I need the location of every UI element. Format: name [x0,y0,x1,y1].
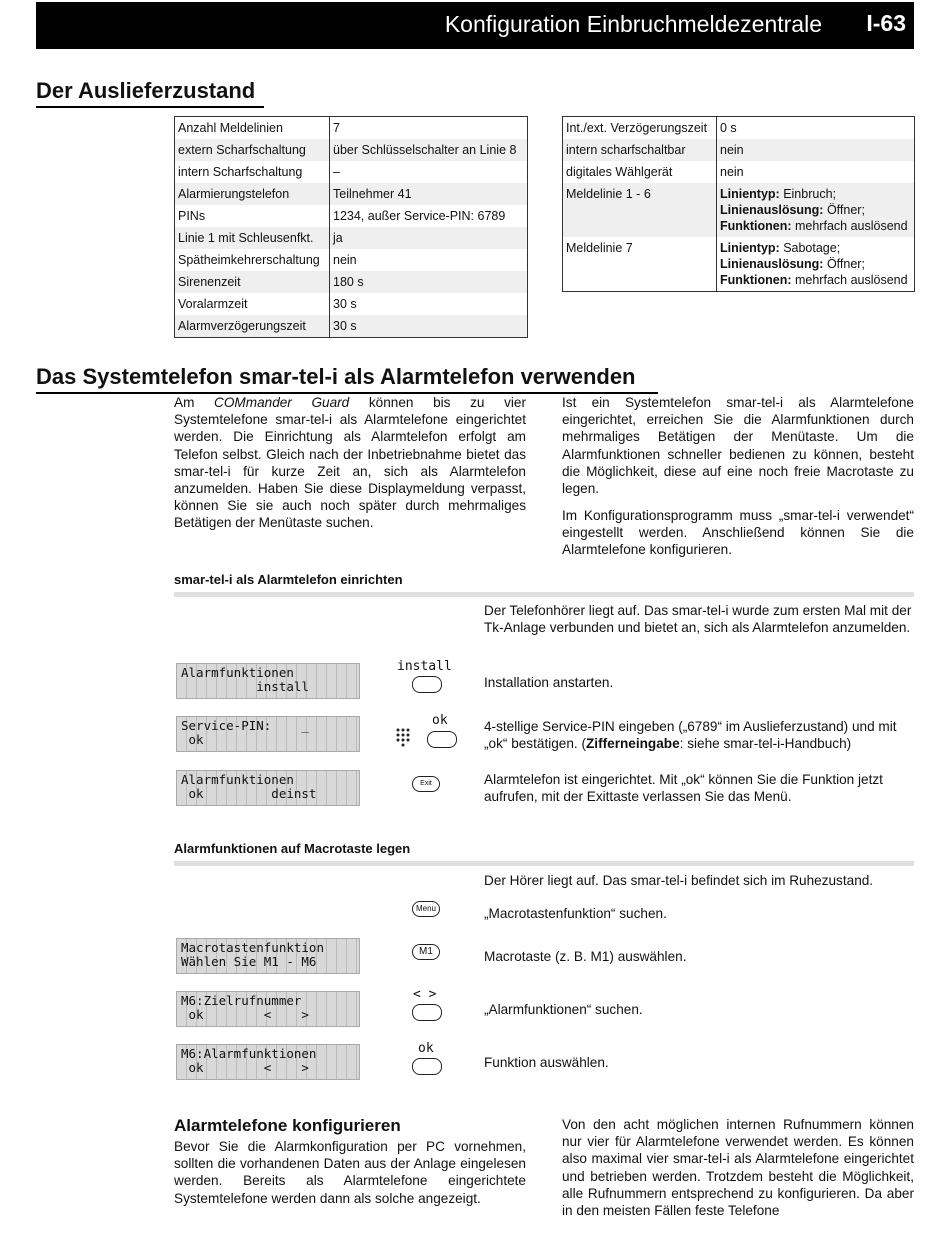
table-row: Meldelinie 1 - 6 Linientyp: Einbruch; Linienauslösung: Öffner; Funktionen: mehrfach auslösend [563,183,915,237]
table-row: Voralarmzeit 30 s [175,293,528,315]
header-title: Konfiguration Einbruchmeldezentrale [444,11,822,37]
softkey-ok-button[interactable] [427,731,457,748]
softkey-label-install: install [397,659,452,674]
menu-key-button[interactable]: Menu [412,901,440,917]
section-title-configure: Alarmtelefone konfigurieren [174,1116,401,1135]
configure-right-paragraph: Von den acht möglichen internen Rufnummern können nur vier für Alarmtelefone verwendet werden. Es können also maximal vier smar-tel-i als Alarmtelefone eingerichtet und betrieben werden. Trotzdem besteht die Möglichkeit, alle Rufnummern entsprechend zu konfigurieren. Da aber in den meisten Fällen feste Telefone [562,1117,914,1219]
setup-step-0: Der Telefonhörer liegt auf. Das smar-tel-i wurde zum ersten Mal mit der Tk-Anlage verbunden und bietet an, sich als Alarmtelefon anzumelden. [484,603,912,636]
intro-right-paragraph-2: Im Konfigurationsprogramm muss „smar-tel-i verwendet“ eingestellt werden. Anschließend können Sie die Alarmtelefone konfigurieren. [562,508,914,558]
macro-step-0: Der Hörer liegt auf. Das smar-tel-i befindet sich im Ruhezustand. [484,873,874,888]
table-row: Alarmierungstelefon Teilnehmer 41 [175,183,528,205]
table-row: digitales Wählgerät nein [563,161,915,183]
setup-step-3: Alarmtelefon ist eingerichtet. Mit „ok“ können Sie die Funktion jetzt aufrufen, mit der Exittaste verlassen Sie das Menü. [484,772,883,805]
line7-value: Linientyp: Sabotage; Linienauslösung: Öffner; Funktionen: mehrfach auslösend [717,237,915,292]
table-row: intern scharfschaltbar nein [563,139,915,161]
exit-icon: Exit [420,780,432,787]
table-row: Spätheimkehrerschaltung nein [175,249,528,271]
default-settings-table-left [174,116,528,338]
page-number: I-63 [866,10,906,36]
table-row: Sirenenzeit 180 s [175,271,528,293]
table-row: Int./ext. Verzögerungszeit 0 s [563,117,915,140]
configure-left-paragraph: Bevor Sie die Alarmkonfiguration per PC vornehmen, sollten die vorhandenen Daten aus der Anlage eingelesen werden. Bereits als Alarmtelefone eingerichtete Systemtelefone werden dann als solche angezeigt. [174,1139,526,1206]
softkey-label-ok: ok [432,713,448,728]
section-title-delivery: Der Auslieferzustand [36,78,264,108]
lcd-display-alarm-deinst: Alarmfunktionen ok deinst [176,770,360,806]
lcd-display-target-number: M6:Zielrufnummer ok < > [176,991,360,1027]
procedure-title-macro: Alarmfunktionen auf Macrotaste legen [174,841,411,856]
page-header [36,2,914,49]
procedure-title-setup: smar-tel-i als Alarmtelefon einrichten [174,572,403,587]
softkey-ok-button[interactable] [412,1058,442,1075]
macro-step-4: Funktion auswählen. [484,1055,609,1070]
setup-step-1: Installation anstarten. [484,675,614,690]
table-row: Meldelinie 7 Linientyp: Sabotage; Linienauslösung: Öffner; Funktionen: mehrfach auslösend [563,237,915,292]
line16-value: Linientyp: Einbruch; Linienauslösung: Öffner; Funktionen: mehrfach auslösend [717,183,915,237]
keypad-icon [396,728,410,750]
section-title-alarm-phone: Das Systemtelefon smar-tel-i als Alarmtelefon verwenden [36,364,658,394]
lcd-display-alarm-functions: M6:Alarmfunktionen ok < > [176,1044,360,1080]
setup-step-2: 4-stellige Service-PIN eingeben („6789“ im Auslieferzustand) und mit „ok“ bestätigen. (Zifferneingabe: siehe smar-tel-i-Handbuch) [484,719,897,752]
divider [174,592,914,597]
macro-step-1: „Macrotastenfunktion“ suchen. [484,906,667,921]
intro-left-paragraph: Am COMmander Guard können bis zu vier Systemtelefone smar-tel-i als Alarmtelefone eingerichtet werden. Die Einrichtung als Alarmtelefon erfolgt am Telefon selbst. Gleich nach der Inbetriebnahme bietet das smar-tel-i für kurze Zeit an, sich als Alarmtelefon anzumelden. Haben Sie diese Displaymeldung verpasst, können Sie sie auch noch später durch mehrmaliges Betätigen der Menütaste suchen. [174,395,526,531]
table-row: Linie 1 mit Schleusenfkt. ja [175,227,528,249]
macro-step-2: Macrotaste (z. B. M1) auswählen. [484,949,687,964]
table-row: PINs 1234, außer Service-PIN: 6789 [175,205,528,227]
default-settings-table-right [562,116,915,292]
arrow-keys-label: < > [413,987,437,1002]
softkey-install-button[interactable] [412,676,442,693]
macro-step-3: „Alarmfunktionen“ suchen. [484,1002,643,1017]
intro-right-paragraph-1: Ist ein Systemtelefon smar-tel-i als Alarmtelefone eingerichtet, erreichen Sie die Alarmfunktionen durch mehrmaliges Betätigen der Menütaste. Um die Alarmfunktionen schneller bedienen zu können, besteht die Möglichkeit, diese auf eine noch freie Macrotaste zu legen. [562,395,914,497]
softkey-label-ok: ok [418,1041,434,1056]
divider [174,861,914,866]
table-row: Anzahl Meldelinien 7 [175,117,528,140]
lcd-display-alarm-install: Alarmfunktionen install [176,663,360,699]
table-row: extern Scharfschaltung über Schlüsselschalter an Linie 8 [175,139,528,161]
lcd-display-service-pin: Service-PIN: _ ok [176,716,360,752]
exit-key-button[interactable] [412,776,440,792]
table-row: Alarmverzögerungszeit 30 s [175,315,528,338]
table-row: intern Scharfschaltung – [175,161,528,183]
arrow-keys-button[interactable] [412,1004,442,1021]
m1-key-button[interactable]: M1 [412,944,440,960]
lcd-display-macro-function: Macrotastenfunktion Wählen Sie M1 - M6 [176,938,360,974]
